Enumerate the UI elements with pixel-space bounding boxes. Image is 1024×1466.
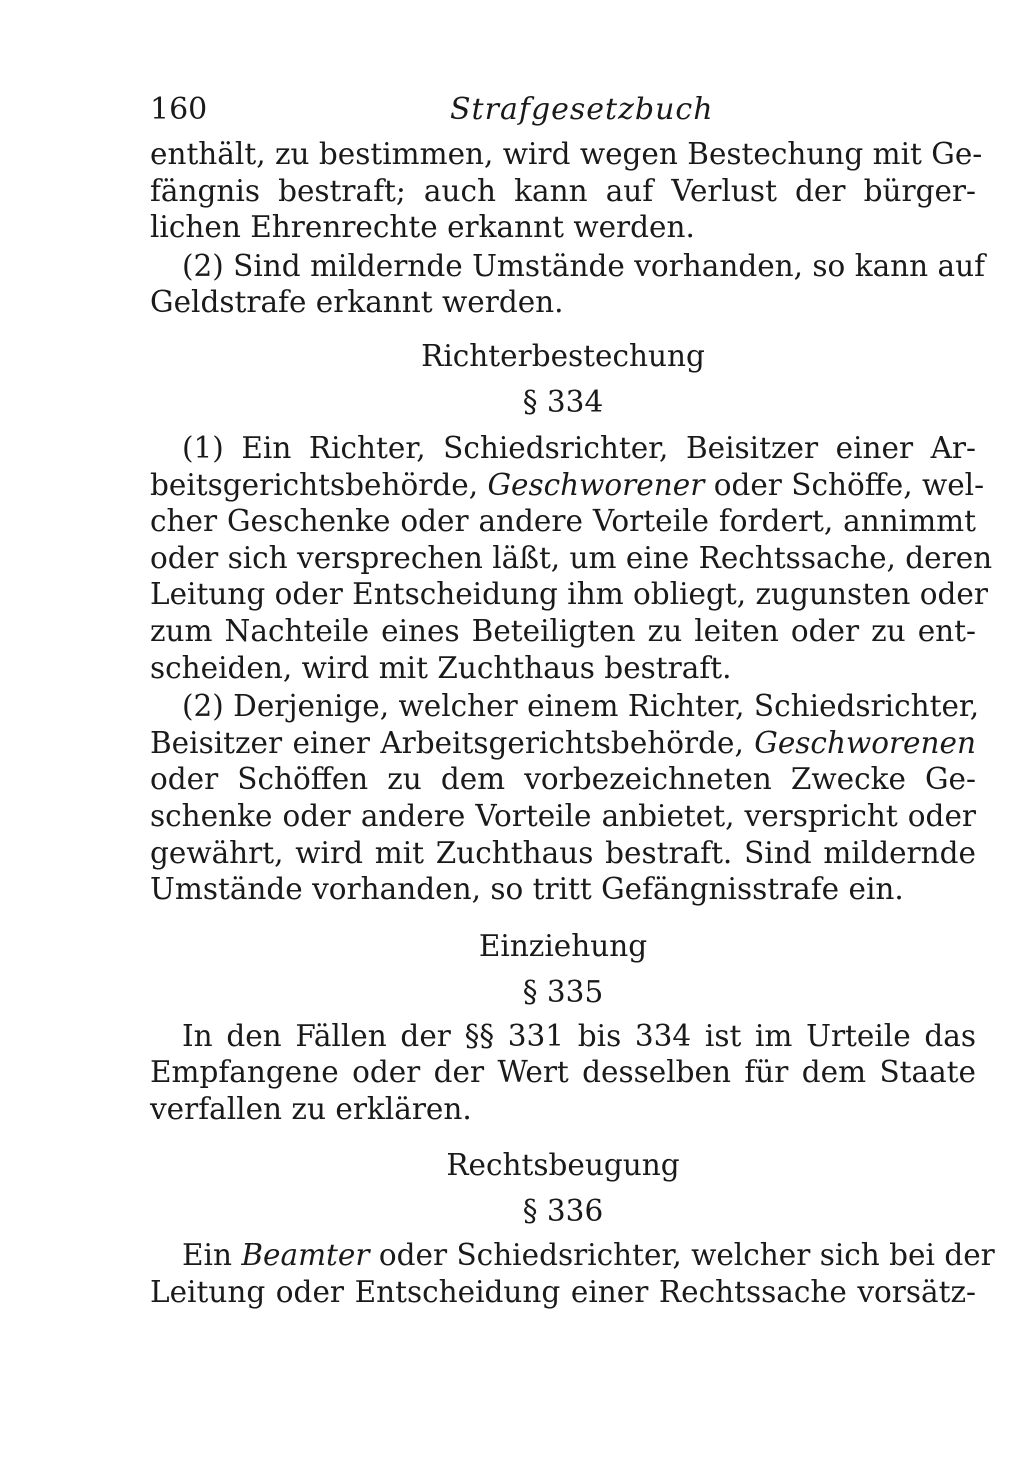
text-line: fängnis bestraft; auch kann auf Verlust der bürger- <box>150 173 976 208</box>
section-number: § 334 <box>522 384 604 419</box>
section-number: § 336 <box>522 1194 604 1229</box>
text-fragment: oder Schiedsrichter, welcher sich bei der <box>378 1238 995 1273</box>
text-fragment: Beisitzer einer Arbeitsgerichtsbehörde, <box>150 725 744 760</box>
paragraph-2 <box>150 248 986 321</box>
text-line: (1) Ein Richter, Schiedsrichter, Beisitzer einer Ar- <box>182 430 976 465</box>
paragraph-continuation <box>150 136 983 246</box>
page-number: 160 <box>150 92 208 127</box>
text-line: oder Schöffen zu dem vorbezeichneten Zwecke Ge- <box>150 762 976 797</box>
page-header <box>150 92 976 136</box>
text-line: cher Geschenke oder andere Vorteile fordert, annimmt <box>150 504 976 539</box>
text-fragment: oder Schöffe, wel- <box>713 467 985 502</box>
paragraph <box>150 1018 976 1128</box>
text-fragment: Ein <box>182 1238 232 1273</box>
text-line: Leitung oder Entscheidung einer Rechtssache vorsätz- <box>150 1275 976 1310</box>
text-line: (2) Sind mildernde Umstände vorhanden, so kann auf <box>182 248 986 283</box>
text-line: enthält, zu bestimmen, wird wegen Bestechung mit Ge- <box>150 137 983 171</box>
text-line: Leitung oder Entscheidung ihm obliegt, zugunsten oder <box>150 577 988 612</box>
text-line: lichen Ehrenrechte erkannt werden. <box>150 210 695 245</box>
paragraph-1 <box>150 430 993 686</box>
text-line: gewährt, wird mit Zuchthaus bestraft. Sind mildernde <box>150 835 976 870</box>
section-number: § 335 <box>522 974 604 1009</box>
text-line: In den Fällen der §§ 331 bis 334 ist im Urteile das <box>182 1018 976 1053</box>
text-line <box>150 1237 995 1274</box>
italic-term: Geschworenen <box>754 725 976 760</box>
text-line: verfallen zu erklären. <box>150 1091 472 1126</box>
text-fragment: beitsgerichtsbehörde, <box>150 467 479 502</box>
italic-term: Beamter <box>241 1238 370 1273</box>
paragraph <box>150 1237 995 1310</box>
section-heading: Richterbestechung <box>421 338 705 373</box>
section-heading: Rechtsbeugung <box>446 1148 680 1183</box>
text-line <box>150 725 976 762</box>
text-line: scheiden, wird mit Zuchthaus bestraft. <box>150 650 732 685</box>
text-line: Umstände vorhanden, so tritt Gefängnisstrafe ein. <box>150 872 904 907</box>
italic-term: Geschworener <box>487 467 705 502</box>
text-line: schenke oder andere Vorteile anbietet, verspricht oder <box>150 798 976 833</box>
text-line: oder sich versprechen läßt, um eine Rechtssache, deren <box>150 540 993 575</box>
paragraph-2 <box>150 688 980 908</box>
text-line: (2) Derjenige, welcher einem Richter, Schiedsrichter, <box>182 689 980 724</box>
section-heading: Einziehung <box>478 928 648 963</box>
text-line: zum Nachteile eines Beteiligten zu leiten oder zu ent- <box>150 613 976 648</box>
running-title: Strafgesetzbuch <box>450 92 714 127</box>
book-page <box>150 92 995 1311</box>
text-line <box>150 467 985 504</box>
text-line: Geldstrafe erkannt werden. <box>150 285 564 320</box>
text-line: Empfangene oder der Wert desselben für dem Staate <box>150 1055 976 1090</box>
